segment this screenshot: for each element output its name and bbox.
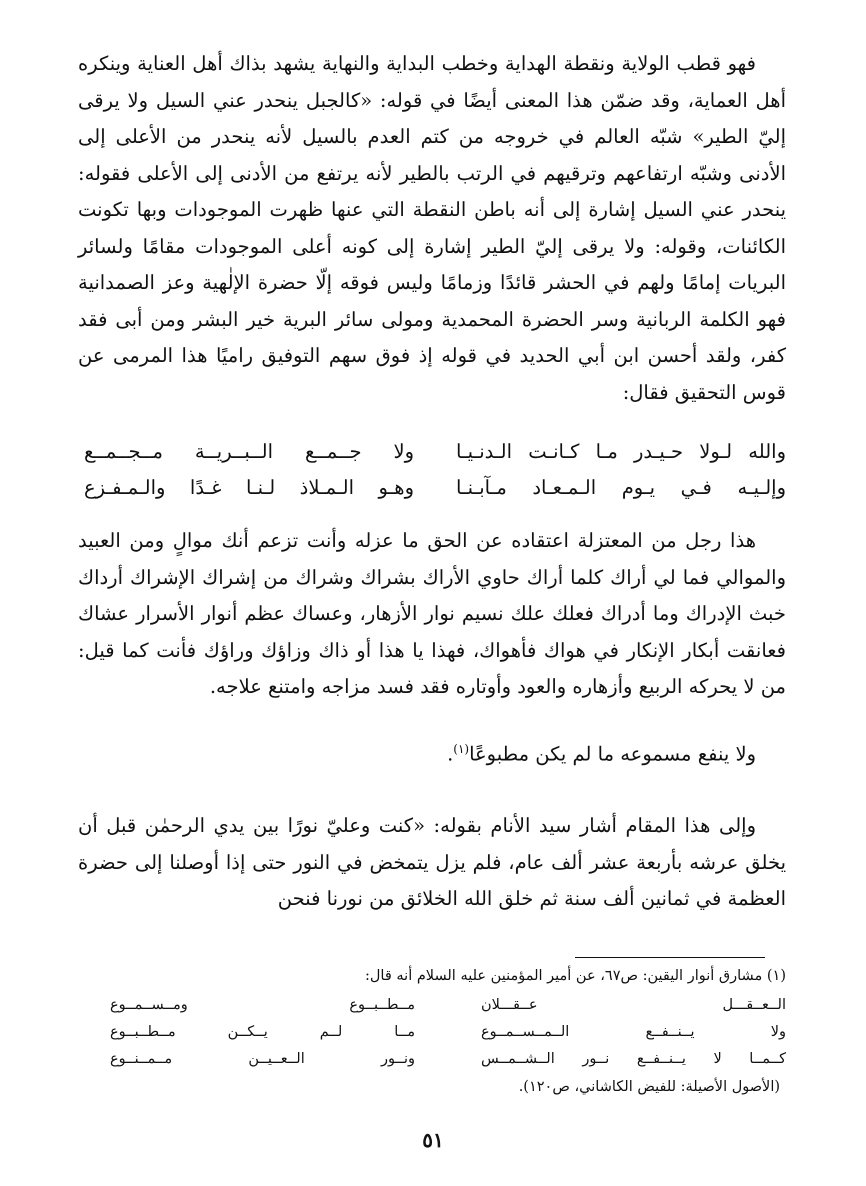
footnote-verse-first: ولا يــنــفــع الــمــســمــوع: [481, 1024, 786, 1040]
footnote-separator: [575, 957, 765, 958]
footnote-verse-first: كــمــا لا يــنــفــع نــور الــشــمــس: [481, 1051, 786, 1067]
paragraph-hadith: وإلى هذا المقام أشار سيد الأنام بقوله: «كنت وعليّ نورًا بين يدي الرحمٰن قبل أن يخلق عرشه بأربعة عشر ألف عام، فلم يزل يتمخض في النور حتى إذا أوصلنا إلى حضرة العظمة في ثمانين ألف سنة ثم خلق الله الخلائق من نورنا فنحن: [78, 814, 786, 910]
paragraph-intro: فهو قطب الولاية ونقطة الهداية وخطب البداية والنهاية يشهد بذاك أهل العناية وينكره أهل العماية، وقد ضمّن هذا المعنى أيضًا في قوله: «كالجبل ينحدر عني السيل ولا يرقى إليّ الطير» شبّه العالم في خروجه من كتم العدم بالسيل لأنه ينحدر من الأعلى إلى الأدنى وشبّه ارتفاعهم وترقيهم في الرتب بالطير لأنه يرتفع من الأدنى إلى الأعلى فقوله: ينحدر عني السيل إشارة إلى أنه باطن النقطة التي عنها ظهرت الموجودات وبها تكونت الكائنات، وقوله: ولا يرقى إليّ الطير إشارة إلى كونه أعلى الموجودات مقامًا ولسائر البريات إمامًا ولهم في الحشر قائدًا وزمامًا وليس فوقه إلّا حضرة الإلٰهية وعز الصمدانية فهو الكلمة الربانية وسر الحضرة المحمدية ومولى سائر البرية خير البشر ومن أبى فقد كفر، ولقد أحسن ابن أبي الحديد في قوله إذ فوق سهم التوفيق راميًا هذا المرمى عن قوس التحقيق فقال:: [78, 52, 786, 404]
quoted-line: [78, 742, 786, 766]
footnote-verse-second: ونــور الــعــيــن مــمــنــوع: [110, 1051, 415, 1067]
verse-second-hemistich: ولا جــمــع الــبــريــة مــجــمــع: [84, 440, 414, 463]
footnote-verse-row: [110, 1024, 786, 1050]
verse-second-hemistich: وهـو الـمـلاذ لـنـا غـدًا والـمـفـزع: [84, 476, 414, 499]
footnote-verse-second: مــطــبــوع ومــســمــوع: [110, 997, 415, 1013]
verse-first-hemistich: وإلـيـه فـي يـوم الـمـعـاد مـآبـنـا: [456, 476, 786, 499]
footnote-verse-second: مــا لــم يــكــن مــطــبــوع: [110, 1024, 415, 1040]
paragraph-commentary: هذا رجل من المعتزلة اعتقاده عن الحق ما عزله وأنت تزعم أنك موالٍ ومن العبيد والموالي فما لي أراك كلما أراك حاوي الأراك بشراك وشراك من إشراك الإشراك أرداك خبث الإدراك وما أدراك فعلك علك نسيم نوار الأزهار، وعساك عظم أنوار الأسرار عشاك فعانقت أبكار الإنكار في هواك فأهواك، فهذا يا هذا أو ذاك وزاؤك وراؤك فأنت كما قيل: من لا يحركه الربيع وأزهاره والعود وأوتاره فقد فسد مزاجه وامتنع علاجه.: [78, 529, 786, 698]
footnote-reference: (١): [453, 742, 470, 756]
verse-row: [78, 476, 786, 512]
verse-first-hemistich: والله لـولا حـيـدر مـا كـانـت الـدنـيـا: [456, 440, 786, 463]
quoted-line-text: ولا ينفع مسموعه ما لم يكن مطبوعًا: [469, 742, 756, 766]
footnote-source: (الأصول الأصيلة: للفيض الكاشاني، ص١٢٠).: [518, 1079, 780, 1095]
footnote-verse-row: [110, 1051, 786, 1077]
footnote-intro: (١) مشارق أنوار اليقين: ص٦٧، عن أمير المؤمنين عليه السلام أنه قال:: [365, 968, 786, 984]
footnote-verse-first: الــعــقـــل عــقـــلان: [481, 997, 786, 1013]
verse-row: [78, 440, 786, 476]
quoted-line-end: .: [447, 742, 454, 766]
footnote-verse-row: [110, 997, 786, 1023]
page-number: ٥١: [422, 1128, 444, 1152]
